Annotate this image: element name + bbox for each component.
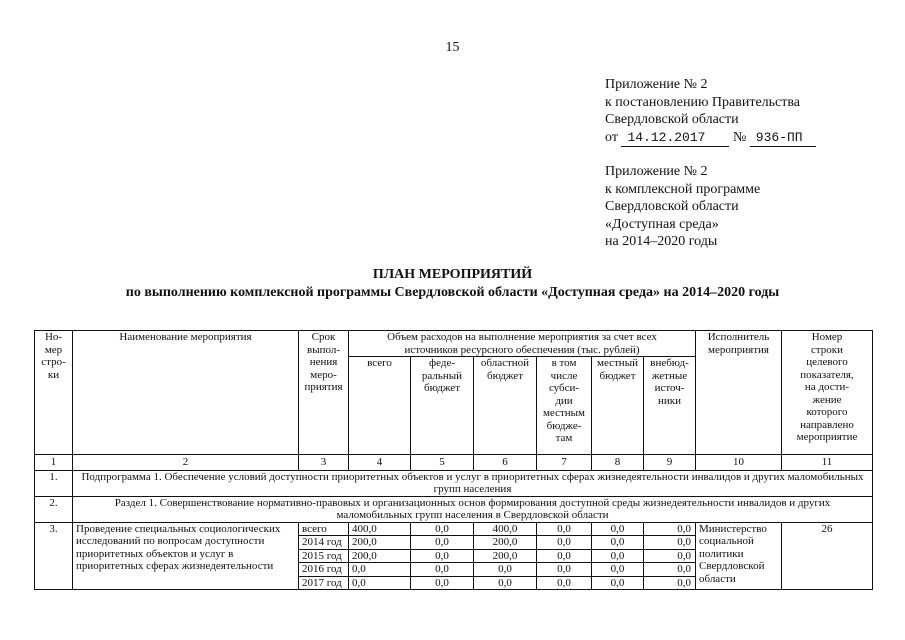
regional-cell: 0,0 xyxy=(474,576,537,590)
column-number: 8 xyxy=(592,455,644,471)
regional-cell: 200,0 xyxy=(474,549,537,563)
header-local: местный бюджет xyxy=(592,357,644,455)
annex-program-block xyxy=(605,163,760,251)
number-prefix: № xyxy=(732,129,747,145)
column-number: 6 xyxy=(474,455,537,471)
date-prefix: от xyxy=(605,129,618,145)
column-number: 4 xyxy=(349,455,411,471)
federal-cell: 0,0 xyxy=(411,536,474,550)
header-row-number: Но- мер стро- ки xyxy=(35,331,73,455)
table-row-subprogram xyxy=(35,470,873,496)
column-number: 5 xyxy=(411,455,474,471)
row-number: 2. xyxy=(35,496,73,522)
row-number: 3. xyxy=(35,522,73,590)
term-cell: всего xyxy=(299,522,349,536)
annex-program-line4: «Доступная среда» xyxy=(605,216,719,232)
header-activity-name: Наименование мероприятия xyxy=(73,331,299,455)
column-number: 10 xyxy=(696,455,782,471)
annex-program-line1: Приложение № 2 xyxy=(605,164,708,179)
term-cell: 2017 год xyxy=(299,576,349,590)
column-number: 1 xyxy=(35,455,73,471)
local-cell: 0,0 xyxy=(592,536,644,550)
title-line1: ПЛАН МЕРОПРИЯТИЙ xyxy=(372,267,533,282)
regional-cell: 400,0 xyxy=(474,522,537,536)
extra-cell: 0,0 xyxy=(644,522,696,536)
subsidy-cell: 0,0 xyxy=(537,563,592,577)
term-cell: 2015 год xyxy=(299,549,349,563)
annex-program-line2: к комплексной программе xyxy=(605,181,761,197)
header-regional: областной бюджет xyxy=(474,357,537,455)
extra-cell: 0,0 xyxy=(644,549,696,563)
target-cell: 26 xyxy=(782,522,873,590)
header-federal: феде- ральный бюджет xyxy=(411,357,474,455)
extra-cell: 0,0 xyxy=(644,536,696,550)
header-executor: Исполнитель мероприятия xyxy=(696,331,782,455)
column-number-row xyxy=(35,455,873,471)
federal-cell: 0,0 xyxy=(411,563,474,577)
header-subsidy: в том числе субси- дии местным бюдже- там xyxy=(537,357,592,455)
extra-cell: 0,0 xyxy=(644,576,696,590)
column-number: 7 xyxy=(537,455,592,471)
regional-cell: 0,0 xyxy=(474,563,537,577)
column-number: 2 xyxy=(73,455,299,471)
regional-cell: 200,0 xyxy=(474,536,537,550)
local-cell: 0,0 xyxy=(592,576,644,590)
section-title: Раздел 1. Совершенствование нормативно-правовых и организационных основ формирования доступной среды жизнедеятельности инвалидов и других маломобильных групп населения в Свердловской области xyxy=(73,496,873,522)
total-cell: 200,0 xyxy=(349,536,411,550)
annex-decree-line3: Свердловской области xyxy=(605,112,739,127)
total-cell: 400,0 xyxy=(349,522,411,536)
row-number: 1. xyxy=(35,470,73,496)
federal-cell: 0,0 xyxy=(411,549,474,563)
header-expenses: Объем расходов на выполнение мероприятия за счет всех источников ресурсного обеспечения (тыс. рублей) xyxy=(349,331,696,357)
decree-date: 14.12.2017 xyxy=(621,129,729,148)
subprogram-title: Подпрограмма 1. Обеспечение условий доступности приоритетных объектов и услуг в приоритетных сферах жизнедеятельности инвалидов и других маломобильных групп населения xyxy=(73,470,873,496)
page-number: 15 xyxy=(445,40,460,55)
annex-decree-line2: к постановлению Правительства xyxy=(605,94,801,110)
local-cell: 0,0 xyxy=(592,563,644,577)
total-cell: 200,0 xyxy=(349,549,411,563)
header-total: всего xyxy=(349,357,411,455)
total-cell: 0,0 xyxy=(349,576,411,590)
federal-cell: 0,0 xyxy=(411,576,474,590)
annex-program-line5: на 2014–2020 годы xyxy=(605,234,718,249)
subsidy-cell: 0,0 xyxy=(537,536,592,550)
federal-cell: 0,0 xyxy=(411,522,474,536)
annex-decree-date-line xyxy=(605,129,816,148)
local-cell: 0,0 xyxy=(592,549,644,563)
subsidy-cell: 0,0 xyxy=(537,549,592,563)
title-line2: по выполнению комплексной программы Свердловской области «Доступная среда» на 2014–2020 годы xyxy=(125,285,780,300)
activity-name: Проведение специальных социологических исследований по вопросам доступности приоритетных объектов и услуг в приоритетных сферах жизнедеятельности xyxy=(73,522,299,590)
local-cell: 0,0 xyxy=(592,522,644,536)
annex-decree-block xyxy=(605,76,816,147)
table-row-section xyxy=(35,496,873,522)
column-number: 11 xyxy=(782,455,873,471)
extra-cell: 0,0 xyxy=(644,563,696,577)
plan-table xyxy=(34,330,873,590)
decree-number: 936-ПП xyxy=(750,129,816,148)
annex-program-line3: Свердловской области xyxy=(605,199,739,214)
column-number: 9 xyxy=(644,455,696,471)
total-cell: 0,0 xyxy=(349,563,411,577)
column-number: 3 xyxy=(299,455,349,471)
executor-cell: Министерство социальной политики Свердловской области xyxy=(696,522,782,590)
header-term: Срок выпол- нения меро- приятия xyxy=(299,331,349,455)
term-cell: 2016 год xyxy=(299,563,349,577)
subsidy-cell: 0,0 xyxy=(537,522,592,536)
term-cell: 2014 год xyxy=(299,536,349,550)
table-row-activity xyxy=(35,522,873,536)
header-target-indicator: Номер строки целевого показателя, на дости- жение которого направлено мероприятие xyxy=(782,331,873,455)
header-extra: внебюд- жетные источ- ники xyxy=(644,357,696,455)
annex-decree-line1: Приложение № 2 xyxy=(605,77,708,92)
subsidy-cell: 0,0 xyxy=(537,576,592,590)
document-title xyxy=(0,266,905,302)
